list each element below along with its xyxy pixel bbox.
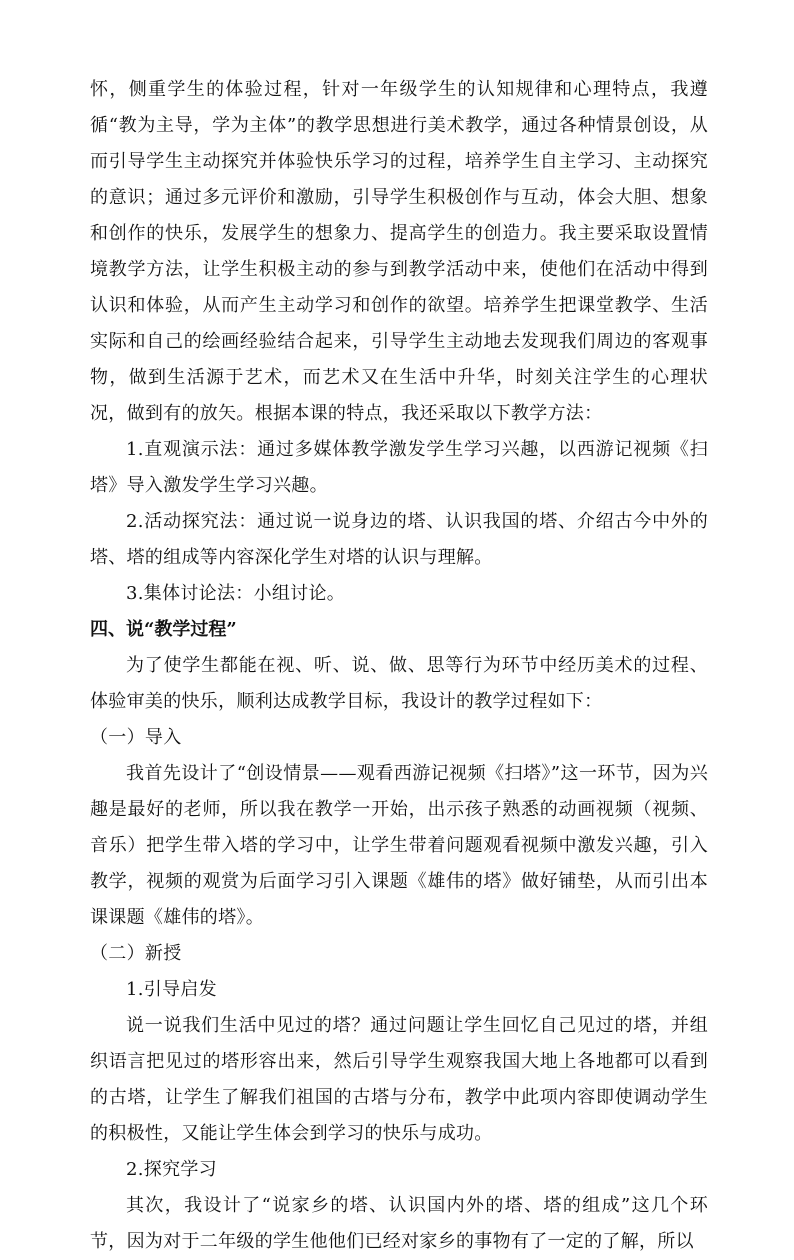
item-heading-inquiry: 2.探究学习	[126, 1159, 217, 1180]
item-heading-guidance: 1.引导启发	[126, 979, 217, 1000]
paragraph-method-3: 3.集体讨论法：小组讨论。	[126, 583, 346, 604]
paragraph-introduction: 我首先设计了“创设情景——观看西游记视频《扫塔》”这一环节，因为兴趣是最好的老师，所以我在教学一开始，出示孩子熟悉的动画视频（视频、音乐）把学生带入塔的学习中，让学生带着问题观看视频中激发兴趣，引入教学，视频的观赏为后面学习引入课题《雄伟的塔》做好铺垫，从而引出本课课题《雄伟的塔》。	[90, 763, 708, 928]
paragraph-method-1: 1.直观演示法：通过多媒体教学激发学生学习兴趣，以西游记视频《扫塔》导入激发学生学习兴趣。	[90, 439, 708, 496]
subheading-introduction: （一）导入	[90, 727, 182, 748]
subheading-new-teaching: （二）新授	[90, 943, 182, 964]
paragraph-process-intro: 为了使学生都能在视、听、说、做、思等行为环节中经历美术的过程、体验审美的快乐，顺利达成教学目标，我设计的教学过程如下：	[90, 655, 708, 712]
section-heading-teaching-process: 四、说“教学过程”	[90, 619, 237, 640]
paragraph-method-2: 2.活动探究法：通过说一说身边的塔、认识我国的塔、介绍古今中外的塔、塔的组成等内容深化学生对塔的认识与理解。	[90, 511, 708, 568]
paragraph-guidance: 说一说我们生活中见过的塔？通过问题让学生回忆自己见过的塔，并组织语言把见过的塔形容出来，然后引导学生观察我国大地上各地都可以看到的古塔，让学生了解我们祖国的古塔与分布，教学中此项内容即使调动学生的积极性，又能让学生体会到学习的快乐与成功。	[90, 1015, 708, 1144]
paragraph-teaching-method-intro: 怀，侧重学生的体验过程，针对一年级学生的认知规律和心理特点，我遵循“教为主导，学为主体”的教学思想进行美术教学，通过各种情景创设，从而引导学生主动探究并体验快乐学习的过程，培养学生自主学习、主动探究的意识；通过多元评价和激励，引导学生积极创作与互动，体会大胆、想象和创作的快乐，发展学生的想象力、提高学生的创造力。我主要采取设置情境教学方法，让学生积极主动的参与到教学活动中来，使他们在活动中得到认识和体验，从而产生主动学习和创作的欲望。培养学生把课堂教学、生活实际和自己的绘画经验结合起来，引导学生主动地去发现我们周边的客观事物，做到生活源于艺术，而艺术又在生活中升华，时刻关注学生的心理状况，做到有的放矢。根据本课的特点，我还采取以下教学方法：	[90, 79, 708, 424]
document-page	[90, 72, 708, 1260]
paragraph-inquiry: 其次，我设计了“说家乡的塔、认识国内外的塔、塔的组成”这几个环节，因为对于二年级的学生他他们已经对家乡的事物有了一定的了解，所以	[90, 1195, 708, 1252]
